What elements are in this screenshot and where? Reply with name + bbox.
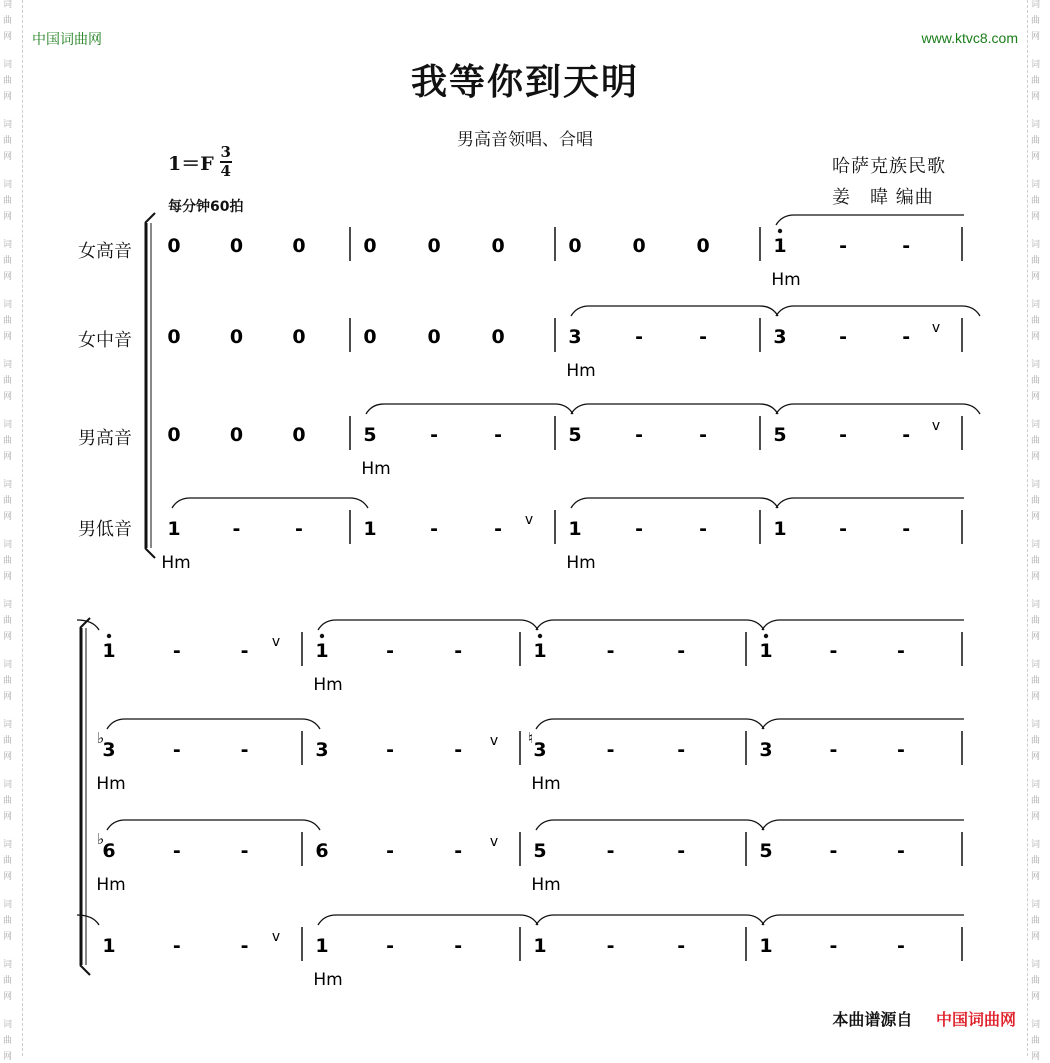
watermark-glyph: 词 [3,660,13,670]
slur [172,498,368,508]
watermark-glyph: 网 [3,872,13,882]
watermark-glyph: 曲 [3,256,13,266]
watermark-glyph: 曲 [1031,316,1041,326]
lyric-syllable: Hm [771,270,801,290]
voice-label-tenor: 男高音 [78,428,132,449]
bracket-hook-bottom [80,965,90,975]
watermark-glyph: 词 [1031,60,1041,70]
watermark-glyph: 网 [1031,632,1041,642]
watermark-glyph: 网 [1031,812,1041,822]
watermark-glyph: 词 [1031,480,1041,490]
lyric-syllable: Hm [566,553,596,573]
dash: - [635,518,644,540]
note: 0 [491,235,505,257]
breath-mark: v [931,418,941,434]
note: 5 [759,840,773,862]
dash: - [635,326,644,348]
watermark-glyph: 网 [1031,452,1041,462]
watermark-glyph: 词 [1031,960,1041,970]
note: 0 [167,235,181,257]
note: 5 [363,424,377,446]
dash: - [172,640,181,662]
note: 6 [102,840,116,862]
dash: - [172,739,181,761]
watermark-glyph: 词 [3,480,13,490]
octave-dot [320,634,324,638]
note: 3 [759,739,773,761]
watermark-glyph: 曲 [1031,196,1041,206]
note: 1 [102,640,116,662]
watermark-glyph: 曲 [3,976,13,986]
slur [536,820,764,830]
watermark-glyph: 词 [3,1020,13,1030]
watermark-glyph: 网 [3,812,13,822]
dash: - [897,840,905,862]
dash: - [172,840,181,862]
watermark-glyph: 曲 [1031,976,1041,986]
footer-credit [832,1007,1016,1030]
watermark-glyph: 网 [1031,872,1041,882]
lyric-syllable: Hm [96,875,126,895]
note: 0 [427,235,441,257]
watermark-glyph: 网 [3,32,13,42]
dash: - [454,935,463,957]
watermark-glyph: 曲 [3,376,13,386]
accidental: ♮ [528,729,534,747]
lyric-syllable: Hm [531,875,561,895]
note: 0 [229,235,244,257]
dash: - [606,840,615,862]
lyric-syllable: Hm [313,970,343,990]
slur [571,306,778,316]
note: 0 [491,326,505,348]
dash: - [699,518,708,540]
watermark-glyph: 曲 [3,796,13,806]
watermark-glyph: 网 [3,332,13,342]
dash: - [240,640,249,662]
watermark-glyph: 词 [3,180,13,190]
dash: - [677,935,686,957]
watermark-glyph: 网 [3,572,13,582]
watermark-glyph: 曲 [1031,616,1041,626]
note: 0 [229,326,244,348]
watermark-glyph: 网 [3,272,13,282]
slur [571,404,778,414]
watermark-glyph: 曲 [1031,916,1041,926]
watermark-glyph: 词 [3,120,13,130]
slur [366,404,573,414]
bracket-hook-bottom [145,548,155,558]
watermark-glyph: 曲 [1031,676,1041,686]
dash: - [677,840,686,862]
watermark-glyph: 词 [1031,540,1041,550]
watermark-glyph: 网 [3,512,13,522]
note: 5 [568,424,582,446]
slur [762,915,964,925]
watermark-glyph: 词 [1031,780,1041,790]
watermark-glyph: 词 [3,780,13,790]
slur [776,498,964,508]
watermark-glyph: 曲 [1031,16,1041,26]
watermark-glyph: 词 [3,540,13,550]
watermark-glyph: 词 [3,420,13,430]
dash: - [902,424,911,446]
note: 3 [773,326,787,348]
watermark-glyph: 网 [3,752,13,762]
note: 0 [363,235,377,257]
dash: - [454,840,463,862]
tempo-marking: 每分钟60拍 [168,199,244,215]
breath-mark: v [271,929,281,945]
dash: - [839,326,848,348]
site-name-link[interactable]: 中国词曲网 [32,32,102,48]
footer-source-label: 本曲谱源自 [832,1010,913,1029]
dash: - [240,739,249,761]
dash: - [240,935,249,957]
watermark-glyph: 曲 [3,436,13,446]
watermark-glyph: 网 [3,932,13,942]
watermark-glyph: 词 [3,0,13,10]
watermark-glyph: 曲 [3,316,13,326]
slur [776,404,980,414]
note: 1 [759,640,773,662]
note: 1 [773,235,787,257]
slur [762,820,964,830]
lyric-syllable: Hm [566,361,596,381]
watermark-glyph: 词 [3,600,13,610]
slur [762,620,964,630]
watermark-glyph: 词 [3,720,13,730]
watermark-glyph: 曲 [3,496,13,506]
site-url-link[interactable]: www.ktvc8.com [921,30,1018,46]
dash: - [240,840,249,862]
watermark-glyph: 曲 [1031,1036,1041,1046]
watermark-glyph: 曲 [1031,436,1041,446]
voice-label-bass: 男低音 [78,519,132,540]
arranger-credit: 姜 暐 编曲 [832,187,934,208]
watermark-glyph: 曲 [1031,496,1041,506]
slur [536,915,764,925]
breath-mark: v [489,733,499,749]
watermark-glyph: 网 [3,632,13,642]
dash: - [829,840,838,862]
watermark-glyph: 网 [3,152,13,162]
octave-dot [778,229,782,233]
dash: - [677,739,686,761]
dash: - [386,739,395,761]
note: 1 [363,518,377,540]
note: 3 [102,739,116,761]
dash: - [897,935,905,957]
watermark-glyph: 词 [1031,360,1041,370]
slur [107,719,320,729]
watermark-glyph: 词 [1031,840,1041,850]
bracket-hook-top [145,213,155,223]
footer-brand-link[interactable]: 中国词曲网 [935,1010,1016,1029]
watermark-glyph: 网 [3,1052,13,1062]
bracket-hook-top [80,618,90,628]
lyric-syllable: Hm [161,553,191,573]
note: 1 [759,935,773,957]
breath-mark: v [271,634,281,650]
dash: - [386,840,395,862]
slur [776,306,980,316]
watermark-glyph: 曲 [3,736,13,746]
song-title: 我等你到天明 [410,61,639,103]
slur [318,915,538,925]
watermark-glyph: 网 [1031,152,1041,162]
note: 0 [167,424,181,446]
origin-credit: 哈萨克族民歌 [832,156,946,177]
watermark-glyph: 词 [1031,420,1041,430]
song-subtitle: 男高音领唱、合唱 [457,130,593,150]
dash: - [829,935,838,957]
note: 5 [533,840,547,862]
watermark-glyph: 曲 [3,16,13,26]
note: 0 [229,424,244,446]
watermark-glyph: 词 [3,960,13,970]
note: 0 [292,424,306,446]
watermark-glyph: 网 [3,212,13,222]
watermark-glyph: 词 [1031,180,1041,190]
slur [318,620,538,630]
lyric-syllable: Hm [313,675,343,695]
watermark-glyph: 曲 [1031,556,1041,566]
watermark-glyph: 词 [1031,900,1041,910]
dash: - [454,640,463,662]
accidental: ♭ [97,729,105,747]
watermark-glyph: 网 [1031,572,1041,582]
voice-label-alto: 女中音 [78,330,132,351]
watermark-glyph: 曲 [1031,796,1041,806]
watermark-glyph: 曲 [3,1036,13,1046]
dash: - [606,935,615,957]
lyric-syllable: Hm [96,774,126,794]
watermark-glyph: 词 [1031,600,1041,610]
dash: - [897,640,905,662]
watermark-glyph: 网 [3,452,13,462]
octave-dot [764,634,768,638]
note: 0 [292,326,306,348]
dash: - [839,424,848,446]
key-label: 1＝F [168,152,214,175]
slur [107,820,320,830]
note: 1 [167,518,181,540]
octave-dot [538,634,542,638]
dash: - [232,518,241,540]
lyric-syllable: Hm [361,459,391,479]
watermark-glyph: 曲 [3,556,13,566]
watermark-glyph: 网 [1031,692,1041,702]
time-top: 3 [220,143,231,161]
dash: - [386,640,395,662]
dash: - [295,518,303,540]
watermark-glyph: 网 [1031,32,1041,42]
slur [536,719,764,729]
watermark-glyph: 词 [1031,660,1041,670]
watermark-glyph: 网 [1031,512,1041,522]
watermark-glyph: 曲 [1031,256,1041,266]
note: 0 [427,326,441,348]
watermark-glyph: 网 [1031,992,1041,1002]
voice-label-soprano: 女高音 [78,241,132,262]
watermark-glyph: 曲 [1031,76,1041,86]
time-bottom: 4 [220,162,231,180]
slur [536,620,764,630]
dash: - [677,640,686,662]
note: 1 [533,640,547,662]
dash: - [897,739,905,761]
breath-mark: v [524,512,534,528]
dash: - [829,739,838,761]
note: 0 [363,326,377,348]
dash: - [430,518,439,540]
watermark-glyph: 网 [1031,392,1041,402]
watermark-glyph: 词 [1031,720,1041,730]
watermark-glyph: 词 [3,840,13,850]
dash: - [902,518,911,540]
watermark-glyph: 词 [3,360,13,370]
watermark-glyph: 网 [3,692,13,702]
note: 1 [568,518,582,540]
dash: - [494,518,503,540]
watermark-glyph: 网 [1031,332,1041,342]
watermark-glyph: 网 [1031,272,1041,282]
watermark-glyph: 词 [1031,300,1041,310]
dash: - [172,935,181,957]
accidental: ♭ [97,830,105,848]
note: 0 [632,235,646,257]
watermark-glyph: 网 [1031,92,1041,102]
watermark-glyph: 曲 [3,196,13,206]
dash: - [699,326,708,348]
watermark-glyph: 网 [1031,752,1041,762]
note: 3 [315,739,329,761]
watermark-glyph: 词 [3,300,13,310]
watermark-glyph: 曲 [3,676,13,686]
dash: - [902,235,911,257]
dash: - [699,424,708,446]
note: 6 [315,840,329,862]
dash: - [839,518,848,540]
watermark-glyph: 曲 [3,616,13,626]
slur [776,215,964,225]
dash: - [386,935,395,957]
watermark-glyph: 曲 [3,136,13,146]
watermark-glyph: 网 [3,92,13,102]
watermark-glyph: 网 [1031,212,1041,222]
note: 1 [102,935,116,957]
dash: - [606,739,615,761]
watermark-glyph: 曲 [3,856,13,866]
watermark-glyph: 词 [3,900,13,910]
dash: - [902,326,911,348]
watermark-glyph: 曲 [1031,856,1041,866]
note: 0 [568,235,582,257]
note: 1 [773,518,787,540]
watermark-glyph: 曲 [1031,736,1041,746]
watermark-glyph: 曲 [3,76,13,86]
breath-mark: v [931,320,941,336]
watermark-glyph: 曲 [3,916,13,926]
dash: - [430,424,439,446]
slur [571,498,778,508]
dash: - [839,235,848,257]
watermark-glyph: 词 [1031,240,1041,250]
watermark-glyph: 网 [3,992,13,1002]
note: 1 [315,640,329,662]
dash: - [494,424,503,446]
note: 0 [696,235,710,257]
dash: - [635,424,644,446]
lyric-syllable: Hm [531,774,561,794]
octave-dot [107,634,111,638]
watermark-glyph: 曲 [1031,376,1041,386]
watermark-glyph: 词 [1031,1020,1041,1030]
breath-mark: v [489,834,499,850]
watermark-glyph: 曲 [1031,136,1041,146]
watermark-glyph: 词 [1031,0,1041,10]
watermark-glyph: 网 [1031,932,1041,942]
watermark-glyph: 网 [1031,1052,1041,1062]
note: 3 [533,739,547,761]
note: 3 [568,326,582,348]
note: 0 [292,235,306,257]
watermark-glyph: 词 [3,60,13,70]
note: 1 [315,935,329,957]
watermark-glyph: 词 [3,240,13,250]
watermark-glyph: 网 [3,392,13,402]
dash: - [829,640,838,662]
watermark-glyph: 词 [1031,120,1041,130]
slur [762,719,964,729]
dash: - [454,739,463,761]
dash: - [606,640,615,662]
note: 0 [167,326,181,348]
note: 5 [773,424,787,446]
note: 1 [533,935,547,957]
